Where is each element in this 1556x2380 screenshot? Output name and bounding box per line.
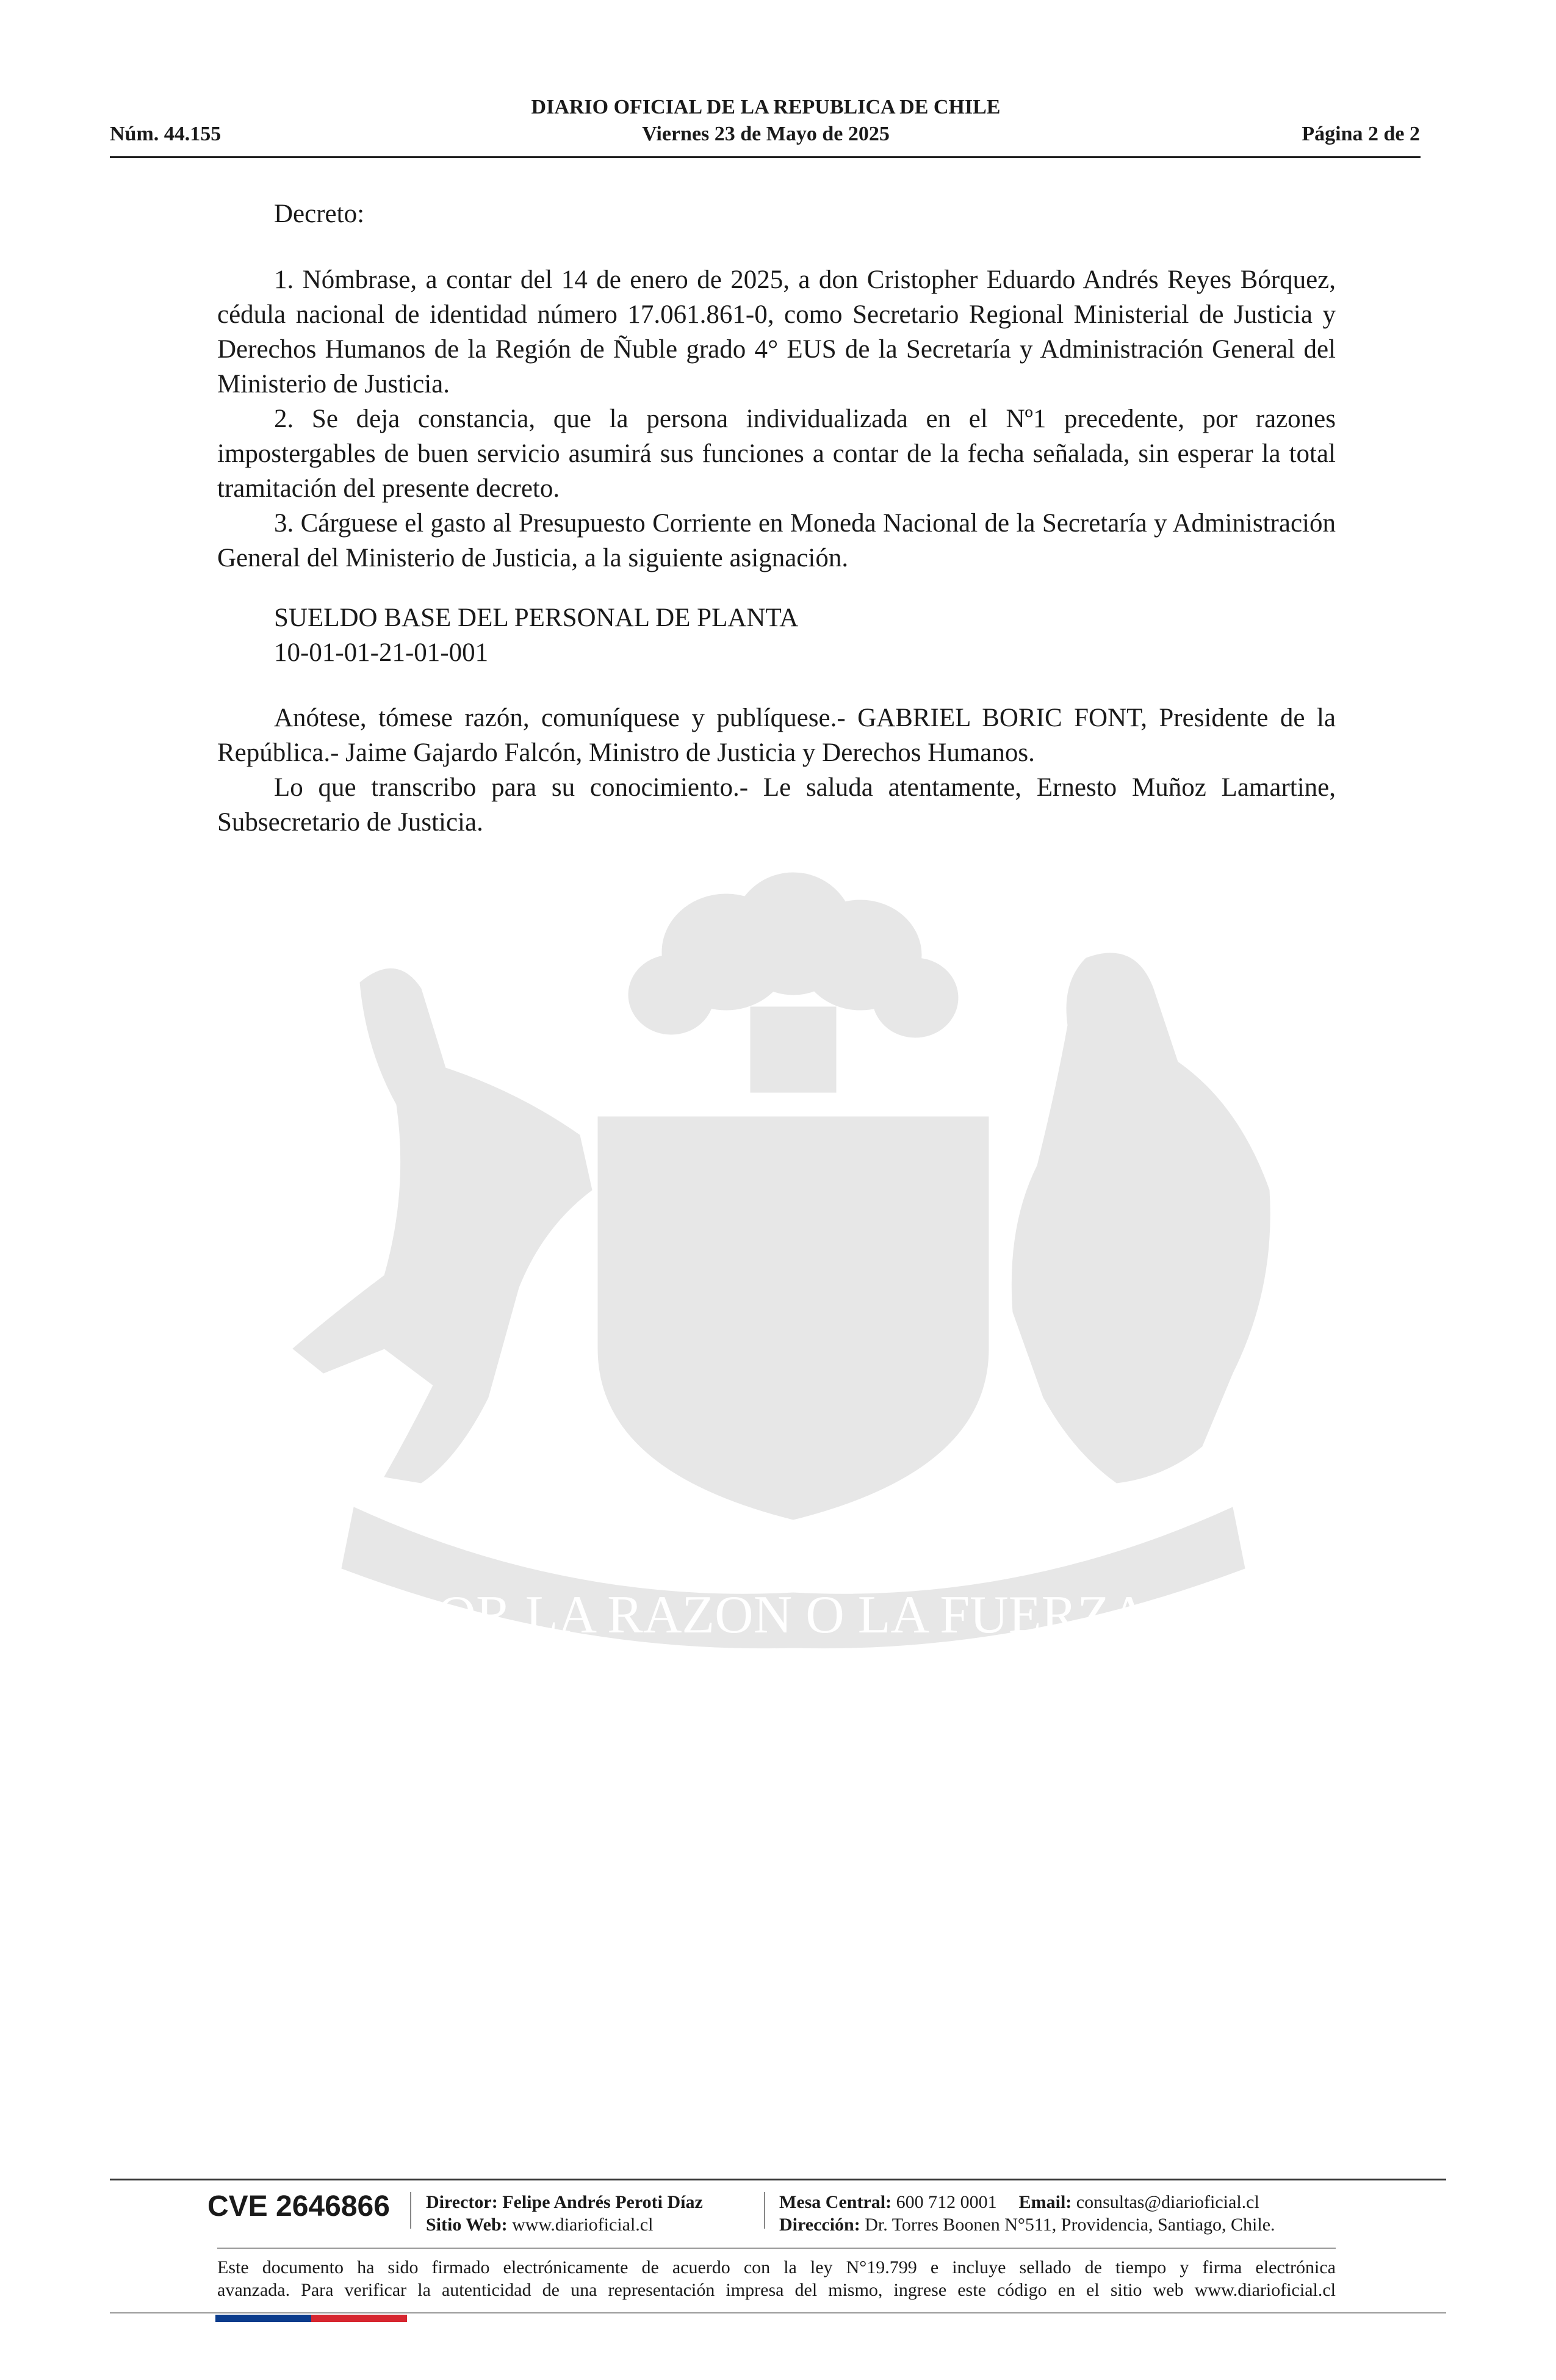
- decree-items: [217, 262, 1336, 575]
- budget-assignment: [217, 600, 1336, 670]
- assignment-title: SUELDO BASE DEL PERSONAL DE PLANTA: [274, 604, 799, 632]
- flag-stripe-blue: [215, 2315, 311, 2322]
- footer-separator: [764, 2192, 765, 2229]
- issue-number: Núm. 44.155: [110, 123, 222, 145]
- assignment-code: 10-01-01-21-01-001: [274, 638, 489, 667]
- page-indicator: Página 2 de 2: [1302, 123, 1420, 145]
- director-name: Felipe Andrés Peroti Díaz: [502, 2192, 703, 2212]
- condor-figure: [1012, 953, 1270, 1483]
- decreto-label: Decreto:: [274, 200, 365, 228]
- huemul-figure: [293, 968, 592, 1483]
- contact-info: [779, 2191, 1259, 2213]
- footer-divider-bottom: [110, 2312, 1446, 2313]
- address-info: [779, 2213, 1275, 2236]
- closing-section: [217, 701, 1336, 840]
- shield: [598, 1117, 989, 1520]
- motto-text: POR LA RAZON O LA FUERZA: [407, 1585, 1149, 1645]
- website-label: Sitio Web:: [426, 2215, 508, 2235]
- decree-item-2: 2. Se deja constancia, que la persona individualizada en el Nº1 precedente, por razones impostergables de buen servicio asumirá sus funciones a contar de la fecha señalada, sin esperar la total tramitación del presente decreto.: [217, 405, 1336, 503]
- header-divider: [110, 156, 1421, 158]
- plume-crest: [629, 873, 958, 1092]
- footer-separator: [410, 2192, 411, 2229]
- website-link[interactable]: www.diarioficial.cl: [512, 2215, 654, 2235]
- coat-of-arms-watermark: [201, 848, 1355, 1672]
- flag-stripe-red: [311, 2315, 407, 2322]
- closing-paragraph: Anótese, tómese razón, comuníquese y publíquese.- GABRIEL BORIC FONT, Presidente de la República.- Jaime Gajardo Falcón, Ministro de Justicia y Derechos Humanos.: [217, 704, 1336, 767]
- website-info: [426, 2213, 653, 2236]
- email-label: Email:: [1018, 2192, 1072, 2212]
- director-info: [426, 2191, 703, 2213]
- legal-notice-line2: avanzada. Para verificar la autenticidad de una representación impresa del mismo, ingrese este código en el sitio web www.diarioficial.cl: [217, 2280, 1336, 2300]
- transcription-paragraph: Lo que transcribo para su conocimiento.- Le saluda atentamente, Ernesto Muñoz Lamartine, Subsecretario de Justicia.: [217, 773, 1336, 837]
- decree-item-1: 1. Nómbrase, a contar del 14 de enero de 2025, a don Cristopher Eduardo Andrés Reyes Bórquez, cédula nacional de identidad número 17.061.861-0, como Secretario Regional Ministerial de Justicia y Derechos Humanos de la Región de Ñuble grado 4° EUS de la Secretaría y Administración General del Ministerio de Justicia.: [217, 265, 1336, 398]
- email-link[interactable]: consultas@diarioficial.cl: [1076, 2192, 1259, 2212]
- address-label: Dirección:: [779, 2215, 860, 2235]
- newspaper-title: DIARIO OFICIAL DE LA REPUBLICA DE CHILE: [531, 96, 1001, 118]
- director-label: Director:: [426, 2192, 498, 2212]
- mesa-phone: 600 712 0001: [896, 2192, 997, 2212]
- mesa-label: Mesa Central:: [779, 2192, 892, 2212]
- footer-divider-mid: [217, 2248, 1336, 2249]
- issue-date: Viernes 23 de Mayo de 2025: [642, 123, 890, 145]
- legal-notice-line1: Este documento ha sido firmado electrónicamente de acuerdo con la ley N°19.799 e incluye sellado de tiempo y firma electrónica: [217, 2257, 1336, 2277]
- cve-code: CVE 2646866: [207, 2190, 390, 2223]
- address-value: Dr. Torres Boonen N°511, Providencia, Santiago, Chile.: [865, 2215, 1275, 2235]
- footer-divider-top: [110, 2179, 1446, 2180]
- decree-item-3: 3. Cárguese el gasto al Presupuesto Corriente en Moneda Nacional de la Secretaría y Administración General del Ministerio de Justicia, a la siguiente asignación.: [217, 509, 1336, 572]
